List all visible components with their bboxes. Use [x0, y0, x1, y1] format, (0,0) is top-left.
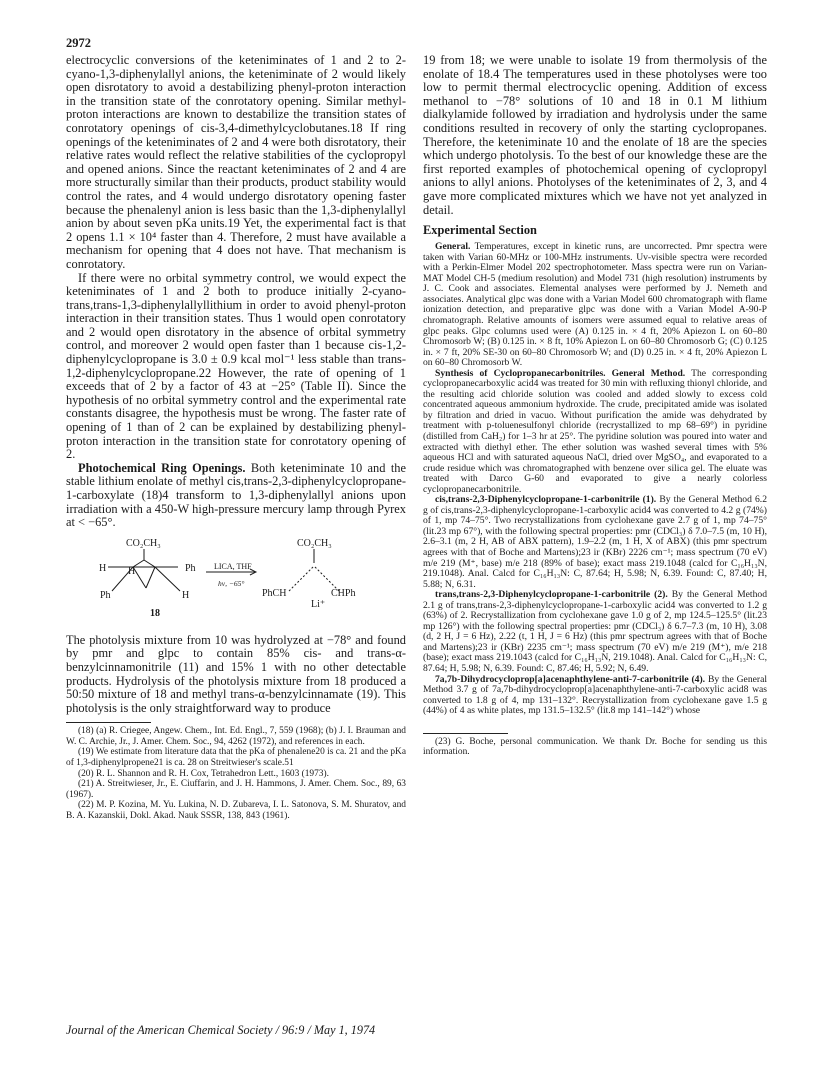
paragraph — [423, 590, 767, 674]
right-column — [423, 54, 767, 758]
scheme-label: Ph — [185, 562, 196, 574]
reagent-label: LICA, THF — [214, 561, 252, 571]
scheme-label: H — [128, 565, 136, 577]
scheme-label: H — [182, 589, 190, 601]
paragraph — [66, 462, 406, 530]
footnote: (18) (a) R. Criegee, Angew. Chem., Int. Ed. Engl., 7, 559 (1968); (b) J. I. Brauman and W. C. Archie, Jr., J. Amer. Chem. Soc., 94, 4262 (1972), and references in each. — [66, 726, 406, 747]
paragraph: 19 from 18; we were unable to isolate 19 from thermolysis of the enolate of 18.4 The temperatures used in these photolyses were too low to permit thermal electrocyclic opening. Addition of excess methanol to −78° solutions of 10 and 18 in 0.1 M lithium dialkylamide followed by irradiation and hydrolysis under the same conditions resulted in recovery of only the starting cyclopropanes. Therefore, the keteniminate 10 and the enolate of 18 are the species which undergo photolysis. To the best of our knowledge these are the first reported examples of photochemical opening of cyclopropyl anions to allyl anions. Photolyses of the keteniminates of 2, 3, and 4 gave more complicated mixtures which we have not yet analyzed in detail. — [423, 53, 767, 217]
paragraph: If there were no orbital symmetry control, we would expect the keteniminates of 1 and 2 both to produce initially 2-cyano-trans,trans-1,3-diphenylallyllithium in order to avoid phenyl-proton interaction in their transition states. Thus 1 would open conrotatory and 2 would open disrotatory in the absence of orbital symmetry control, and moreover 2 would open faster than 1 because cis-1,2-diphenylcyclopropane is 3.0 ± 0.9 kcal mol⁻¹ less stable than trans-1,2-diphenylcyclopropane.22 However, the rate of opening of 1 exceeds that of 2 by a factor of 43 at −25° (Table II). Since the hypothesis of no orbital symmetry control and the experimental rate constants disagree, the hypothesis must be wrong. The faster rate of opening of 1 than of 2 can be explained by destabilizing phenyl-proton interaction in the transition state for conrotatory opening of 2. — [66, 270, 406, 462]
paragraph-text: By the General Method 6.2 g of cis,trans-2,3-diphenylcyclopropane-1-carboxylic acid4 was converted to 4.2 g (74%) of 1, mp 74–75°. Two recrystallizations from cyclohexane gave 2.7 g of 1, mp 74–75° (lit.23 mp 67°), with the following spectral properties: pmr (CDCl₃) δ 7.0–7.5 (m, 10 H), 2.6–3.1 (m, 2 H, AB of ABX pattern), 1.9–2.2 (m, 1 H, X of ABX) (this pmr spectrum agrees with that of Boche and Martens);23 ir (KBr) 2226 cm⁻¹; mass spectrum (70 eV) m/e 219 (M⁺, base) m/e 218 (89% of base); exact mass 219.1048 (calcd for C₁₆H₁₃N, 219.1048). Anal. Calcd for C₁₆H₁₃N: C, 87.64; H, 5.98; N, 6.39. Found: C, 87.40; H, 5.88; N, 6.31. — [423, 494, 767, 590]
paragraph-text: Both keteniminate 10 and the stable lithium enolate of methyl cis,trans-2,3-diphenylcyclopropane-1-carboxylate (18)4 transform to 1,3-diphenylallyl anions upon irradiation with a 450-W high-pressure mercury lamp through Pyrex at < −65°. — [66, 460, 406, 530]
compound-number: 18 — [150, 607, 160, 619]
paragraph — [423, 675, 767, 717]
journal-footer: Journal of the American Chemical Society / 96:9 / May 1, 1974 — [66, 1023, 376, 1037]
footnote-rule — [423, 733, 508, 734]
paragraph-text: Temperatures, except in kinetic runs, are uncorrected. Pmr spectra were taken with Varian 60-MHz or 100-MHz instruments. Uv-visible spectra were recorded with a Perkin-Elmer Model 202 spectrophotometer. Mass spectra were run on Varian-MAT Model CH-5 (medium resolution) and Model 731 (high resolution) instruments by J. C. Cook and associates. Elemental analyses were performed by J. Nemeth and associates. Analytical glpc was done with a Varian Model 600 chromatograph with flame ionization detection, and preparative glpc was done with a Varian Model A-90-P chromatograph. Relative amounts of isomers were assumed equal to relative areas of glpc peaks. Glpc columns used were (A) 0.125 in. × 4 ft, 20% Apiezon L on 60–80 Chromosorb W; (B) 0.125 in. × 8 ft, 10% Apiezon L on 60–80 Chromosorb G; (C) 0.125 in. × 7 ft, 20% SE-30 on 60–80 Chromosorb W; and (D) 0.25 in. × 4 ft, 20% Apiezon L on 60–80 Chromosorb W. — [423, 241, 767, 369]
section-heading: Experimental Section — [423, 223, 537, 238]
conditions-label: hν, −65° — [218, 578, 245, 588]
paragraph-text: By the General Method 3.7 g of 7a,7b-dihydrocycloprop[a]acenaphthylene-anti-7-carboxylic acid8 was converted to 1.8 g of 4, mp 131–132°. Recrystallization from cyclohexane gave 1.5 g (44%) of 4 as white plates, mp 131.5–132.5° (lit.8 mp 141–142°) whose — [423, 673, 767, 717]
run-in-heading: General. — [435, 241, 471, 253]
scheme-drawing — [66, 536, 406, 632]
paragraph-text: By the General Method 2.1 g of trans,trans-2,3-diphenylcyclopropane-1-carboxylic acid4 was converted to 1.2 g (63%) of 2. Recrystallization from cyclohexane gave 1.0 g of 2, mp 124.5–125.5° (lit.23 mp 126°) with the following spectral properties: pmr (CDCl₃) δ 6.7–7.3 (m, 10 H), 3.08 (d, 2 H, J = 6 Hz), 2.22 (t, 1 H, J = 6 Hz) (this pmr spectrum agrees with that of Boche and Martens);23 ir (KBr) 2235 cm⁻¹; mass spectrum (70 eV) m/e 219 (M⁺), m/e 218 (base); exact mass 219.1043 (calcd for C₁₆H₁₃N, 219.1048). Anal. Calcd for C₁₆H₁₃N: C, 87.64; H, 5.98; N, 6.39. Found: C, 87.46; H, 5.92; N, 6.49. — [423, 589, 767, 674]
scheme-label: Ph — [100, 589, 111, 601]
run-in-heading: trans,trans-2,3-Diphenylcyclopropane-1-carbonitrile (2). — [435, 589, 668, 601]
footnote: (19) We estimate from literature data that the pKa of phenalene20 is ca. 21 and the pKa of 1,3-diphenylpropene21 is ca. 28 on Streitwieser's scale.51 — [66, 747, 406, 768]
run-in-heading: cis,trans-2,3-Diphenylcyclopropane-1-carbonitrile (1). — [435, 494, 657, 506]
footnote: (21) A. Streitwieser, Jr., E. Ciuffarin, and J. H. Hammons, J. Amer. Chem. Soc., 89, 63 (1967). — [66, 779, 406, 800]
paragraph: The photolysis mixture from 10 was hydrolyzed at −78° and found by pmr and glpc to contain 85% cis- and trans-α-benzylcinnamonitrile (11) and 15% 1 with no other detectable products. Hydrolysis of the photolysis mixture from 18 produced a 50:50 mixture of 18 and methyl trans-α-benzylcinnamate (19). This photolysis is the only straightforward way to produce — [66, 632, 406, 715]
paragraph — [423, 369, 767, 496]
footnote-rule — [66, 722, 151, 723]
run-in-heading: Synthesis of Cyclopropanecarbonitriles. General Method. — [435, 367, 686, 379]
footnote: (23) G. Boche, personal communication. We thank Dr. Boche for sending us this information. — [423, 736, 767, 758]
footnote: (22) M. P. Kozina, M. Yu. Lukina, N. D. Zubareva, I. L. Satonova, S. M. Shuratov, and B. A. Kazanskii, Dokl. Akad. Nauk SSSR, 138, 843 (1961). — [66, 800, 406, 821]
scheme-label: CO₂CH₃ — [297, 537, 332, 549]
scheme-label: PhCH — [262, 587, 287, 599]
scheme-label: Li⁺ — [311, 598, 326, 610]
scheme-label: CHPh — [331, 587, 356, 599]
paragraph-text: The corresponding cyclopropanecarboxylic acid4 was treated for 30 min with refluxing thionyl chloride, and the resulting acid chloride solution was cooled and added slowly to excess cold concentrated aqueous ammonium hydroxide. The crude, precipitated amide was isolated by filtration and dried in vacuo. Without purification the amide was dehydrated by treatment with p-toluenesulfonyl chloride (recrystallized to mp 68–69°) in pyridine (distilled from CaH₂) for 1–3 hr at 25°. The pyridine solution was poured into water and extracted with diethyl ether. The ether solution was washed several times with 5% aqueous HCl and with saturated aqueous NaCl, dried over MgSO₄, and evaporated to a crude residue which was chromatographed with benzene over silica gel. The eluate was treated with Darco G-60 and evaporated to give a nearly colorless cyclopropanecarbonitrile. — [423, 367, 767, 495]
scheme-label: CO₂CH₃ — [126, 537, 161, 549]
run-in-heading: Photochemical Ring Openings. — [78, 460, 246, 475]
scheme-label: H — [99, 562, 107, 574]
paragraph — [423, 242, 767, 369]
run-in-heading: 7a,7b-Dihydrocycloprop[a]acenaphthylene-anti-7-carbonitrile (4). — [435, 673, 706, 685]
reaction-scheme — [66, 536, 406, 632]
paragraph — [423, 495, 767, 590]
footnote: (20) R. L. Shannon and R. H. Cox, Tetrahedron Lett., 1603 (1973). — [78, 768, 329, 779]
paragraph: electrocyclic conversions of the keteniminates of 1 and 2 to 2-cyano-1,3-diphenylallyl anions, the keteniminate of 2 would likely open disrotatory to avoid a destabilizing phenyl-proton interaction in the transition state of the conrotatory opening. Similar methyl-proton interactions are known to destabilize the transition states of conrotatory openings of cis-3,4-dimethylcyclobutanes.18 If ring openings of the keteniminates of 2 and 4 were both disrotatory, their relative rates would reflect the relative stabilities of the cyclopropyl and opened anions. Since the reactant keteniminates of 2 and 4 are more structurally similar than their products, product stability would control the rates, and 4 would undergo disrotatory opening faster because the phenalenyl anion is less basic than the 1,3-diphenylallyl anion by about seven pKa units.19 Yet, the experimental fact is that 2 opens 1.1 × 10⁴ faster than 4. Therefore, 2 must have available a mechanism for opening that 4 does not have. That mechanism is conrotatory. — [66, 53, 406, 271]
page-number: 2972 — [66, 36, 91, 50]
left-column — [66, 54, 406, 821]
